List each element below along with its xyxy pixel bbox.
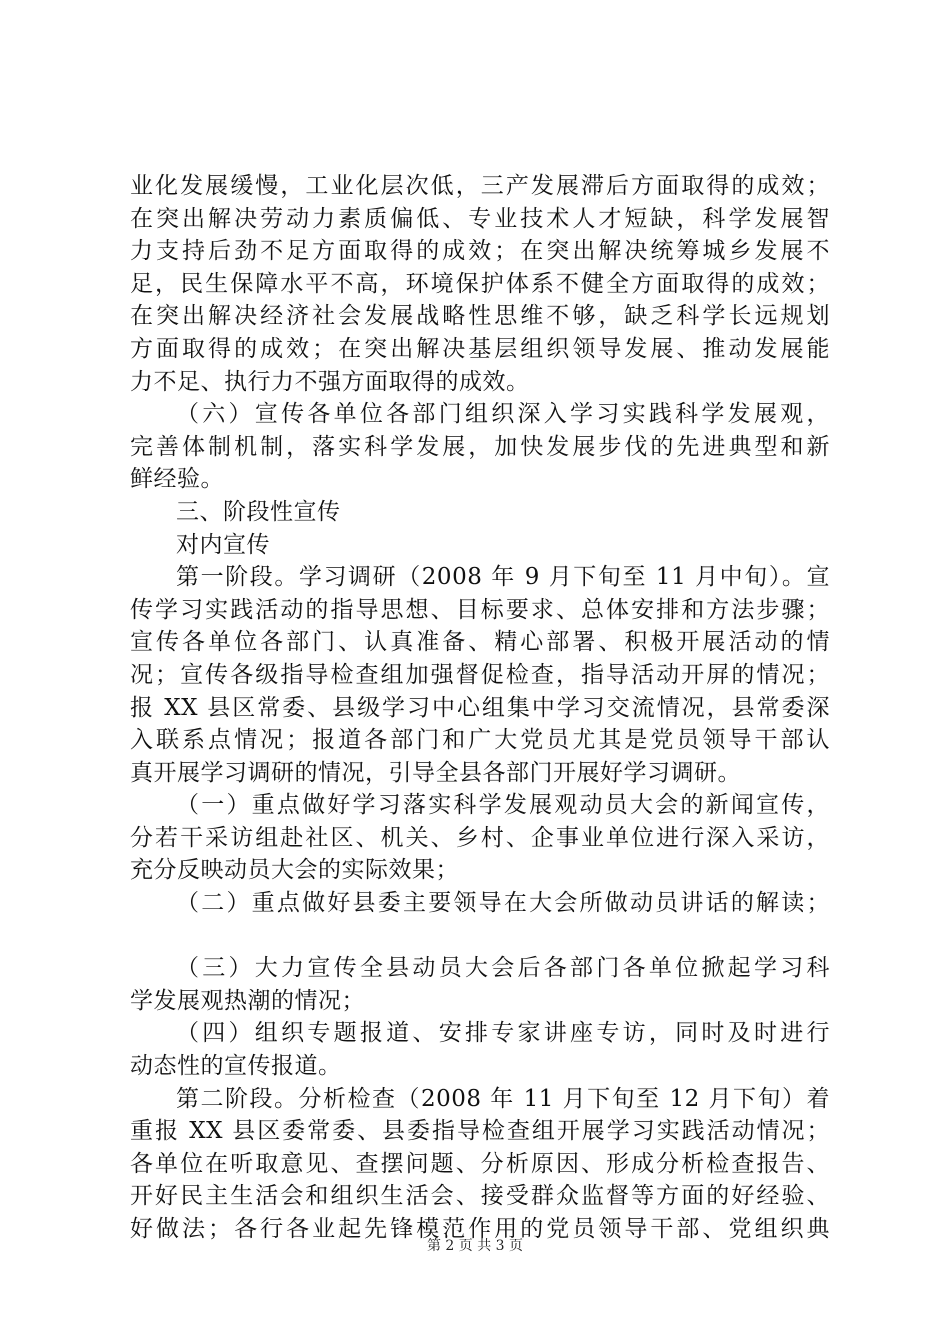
text-line: 完善体制机制，落实科学发展，加快发展步伐的先进典型和新 xyxy=(130,433,830,460)
text-line: 第一阶段。学习调研（2008 年 9 月下旬至 11 月中旬）。宣 xyxy=(176,564,830,591)
text-line: （三）大力宣传全县动员大会后各部门各单位掀起学习科 xyxy=(176,955,830,982)
text-line: 力支持后劲不足方面取得的成效；在突出解决统筹城乡发展不 xyxy=(130,238,830,265)
text-line: （一）重点做好学习落实科学发展观动员大会的新闻宣传， xyxy=(176,792,830,819)
text-line: 充分反映动员大会的实际效果； xyxy=(130,857,459,884)
text-line: 分若干采访组赴社区、机关、乡村、企事业单位进行深入采访， xyxy=(130,824,830,851)
text-line: 足，民生保障水平不高，环境保护体系不健全方面取得的成效； xyxy=(130,270,830,297)
text-line: 况；宣传各级指导检查组加强督促检查，指导活动开屏的情况； xyxy=(130,661,830,688)
text-line: （四）组织专题报道、安排专家讲座专访，同时及时进行 xyxy=(176,1020,830,1047)
text-line: 在突出解决经济社会发展战略性思维不够，缺乏科学长远规划 xyxy=(130,303,830,330)
text-line: 第二阶段。分析检查（2008 年 11 月下旬至 12 月下旬）着 xyxy=(176,1085,830,1112)
text-line: 报 XX 县区常委、县级学习中心组集中学习交流情况，县常委深 xyxy=(130,694,830,721)
subsection-heading: 对内宣传 xyxy=(176,531,270,558)
text-line: 开好民主生活会和组织生活会、接受群众监督等方面的好经验、 xyxy=(130,1183,830,1210)
text-line: 在突出解决劳动力素质偏低、专业技术人才短缺，科学发展智 xyxy=(130,205,830,232)
text-line: 好做法；各行各业起先锋模范作用的党员领导干部、党组织典 xyxy=(130,1216,830,1242)
text-line: 宣传各单位各部门、认真准备、精心部署、积极开展活动的情 xyxy=(130,629,830,656)
text-line: 重报 XX 县区委常委、县委指导检查组开展学习实践活动情况； xyxy=(130,1118,830,1145)
text-line: 鲜经验。 xyxy=(130,466,224,493)
text-line: 方面取得的成效；在突出解决基层组织领导发展、推动发展能 xyxy=(130,335,830,362)
blank-line xyxy=(130,920,830,953)
text-line: 学发展观热潮的情况； xyxy=(130,987,365,1014)
text-line: 各单位在听取意见、查摆问题、分析原因、形成分析检查报告、 xyxy=(130,1150,830,1177)
document-body xyxy=(130,170,830,1246)
text-line: （六）宣传各单位各部门组织深入学习实践科学发展观， xyxy=(176,401,830,428)
text-line: 入联系点情况；报道各部门和广大党员尤其是党员领导干部认 xyxy=(130,727,830,754)
text-line: 传学习实践活动的指导思想、目标要求、总体安排和方法步骤； xyxy=(130,596,830,623)
text-line: 业化发展缓慢，工业化层次低，三产发展滞后方面取得的成效； xyxy=(130,173,830,199)
section-heading: 三、阶段性宣传 xyxy=(176,498,341,525)
text-line: 力不足、执行力不强方面取得的成效。 xyxy=(130,368,530,395)
text-line: （二）重点做好县委主要领导在大会所做动员讲话的解读； xyxy=(176,890,830,917)
text-line: 真开展学习调研的情况，引导全县各部门开展好学习调研。 xyxy=(130,759,741,786)
page-footer: 第 2 页 共 3 页 xyxy=(426,1238,524,1254)
text-line: 动态性的宣传报道。 xyxy=(130,1053,342,1080)
